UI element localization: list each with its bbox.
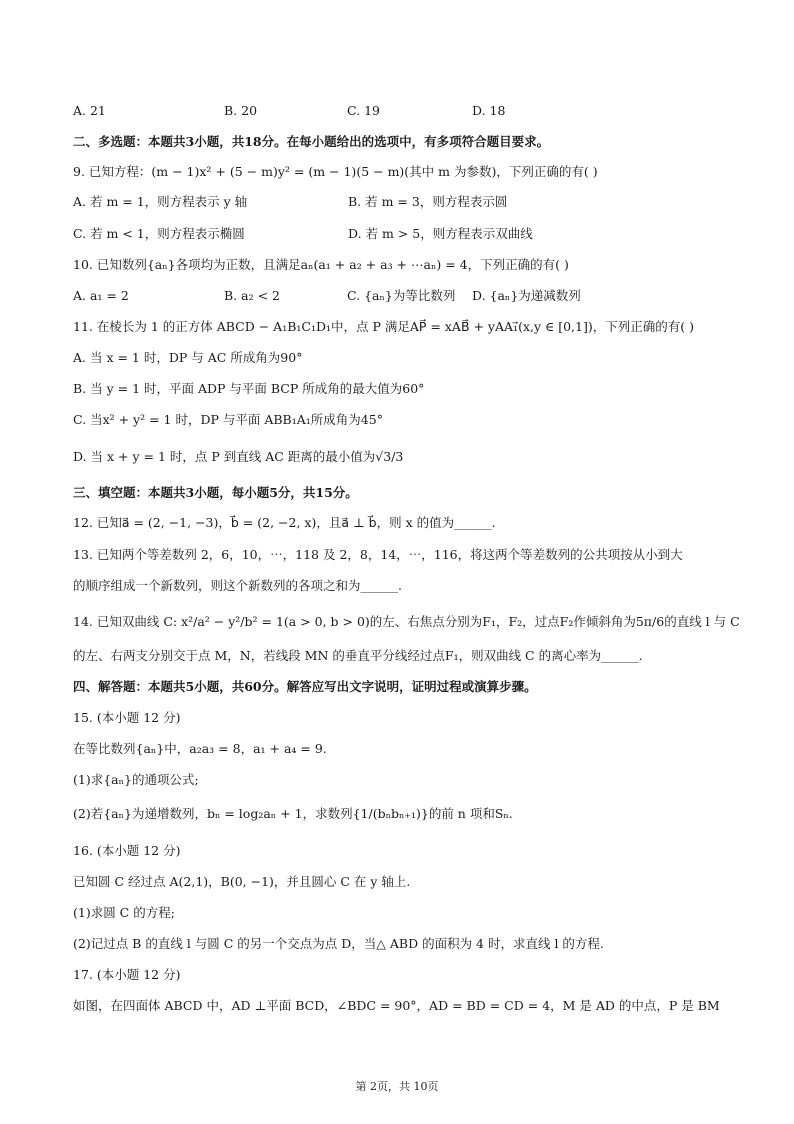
q17-line-1: 如图，在四面体 ABCD 中，AD ⊥平面 BCD，∠BDC = 90°，AD = BD = CD = 4，M 是 AD 的中点，P 是 BM <box>73 998 720 1013</box>
section-answer-heading: 四、解答题：本题共5小题，共60分。解答应写出文字说明，证明过程或演算步骤。 <box>73 679 537 694</box>
q8-option-c: C. 19 <box>347 103 380 118</box>
q10-option-a: A. a₁ = 2 <box>73 288 129 303</box>
q16-heading: 16. (本小题 12 分) <box>73 843 181 858</box>
q8-option-a: A. 21 <box>73 103 106 118</box>
q16-line-2: (1)求圆 C 的方程; <box>73 905 175 920</box>
q15-line-3: (2)若{aₙ}为递增数列，bₙ = log₂aₙ + 1，求数列{1/(bₙbₙ₊₁)}的前 n 项和Sₙ. <box>73 806 513 821</box>
q13-line-1: 13. 已知两个等差数列 2，6，10，⋯，118 及 2，8，14，⋯，116，将这两个等差数列的公共项按从小到大 <box>73 547 683 562</box>
q15-heading: 15. (本小题 12 分) <box>73 710 181 725</box>
q16-line-3: (2)记过点 B 的直线 l 与圆 C 的另一个交点为点 D，当△ ABD 的面积为 4 时，求直线 l 的方程. <box>73 936 604 951</box>
section-fill-blank-heading: 三、填空题：本题共3小题，每小题5分，共15分。 <box>73 485 358 500</box>
q8-option-b: B. 20 <box>224 103 258 118</box>
q13-line-2: 的顺序组成一个新数列，则这个新数列的各项之和为______. <box>73 578 402 593</box>
q15-line-1: 在等比数列{aₙ}中，a₂a₃ = 8，a₁ + a₄ = 9. <box>73 741 327 756</box>
q9-option-c: C. 若 m < 1，则方程表示椭圆 <box>73 226 245 241</box>
q11-option-b: B. 当 y = 1 时，平面 ADP 与平面 BCP 所成角的最大值为60° <box>73 381 425 396</box>
q16-line-1: 已知圆 C 经过点 A(2,1)，B(0, −1)，并且圆心 C 在 y 轴上. <box>73 874 411 889</box>
q10-stem: 10. 已知数列{aₙ}各项均为正数，且满足aₙ(a₁ + a₂ + a₃ + ⋯aₙ) = 4，下列正确的有( ) <box>73 257 569 272</box>
q10-option-b: B. a₂ < 2 <box>224 288 280 303</box>
q11-option-c: C. 当x² + y² = 1 时，DP 与平面 ABB₁A₁所成角为45° <box>73 412 383 427</box>
q15-line-2: (1)求{aₙ}的通项公式; <box>73 772 199 787</box>
section-multi-choice-heading: 二、多选题：本题共3小题，共18分。在每小题给出的选项中，有多项符合题目要求。 <box>73 134 550 149</box>
q10-option-d: D. {aₙ}为递减数列 <box>472 288 581 303</box>
q9-option-a: A. 若 m = 1，则方程表示 y 轴 <box>73 194 248 209</box>
q17-heading: 17. (本小题 12 分) <box>73 967 181 982</box>
q11-stem: 11. 在棱长为 1 的正方体 ABCD − A₁B₁C₁D₁中，点 P 满足AP⃗ = xAB⃗ + yAA₁⃗(x,y ∈ [0,1])，下列正确的有( ) <box>73 319 694 334</box>
q11-option-a: A. 当 x = 1 时，DP 与 AC 所成角为90° <box>73 350 303 365</box>
q9-option-b: B. 若 m = 3，则方程表示圆 <box>348 194 508 209</box>
q11-option-d: D. 当 x + y = 1 时，点 P 到直线 AC 距离的最小值为√3/3 <box>73 449 404 464</box>
page-footer: 第 2页，共 10页 <box>355 1080 439 1093</box>
q9-stem: 9. 已知方程：(m − 1)x² + (5 − m)y² = (m − 1)(5 − m)(其中 m 为参数)，下列正确的有( ) <box>73 164 598 179</box>
q12-text: 12. 已知a⃗ = (2, −1, −3)，b⃗ = (2, −2, x)，且a⃗ ⊥ b⃗，则 x 的值为______. <box>73 515 496 530</box>
q8-option-d: D. 18 <box>472 103 506 118</box>
q10-option-c: C. {aₙ}为等比数列 <box>347 288 456 303</box>
q9-option-d: D. 若 m > 5，则方程表示双曲线 <box>348 226 533 241</box>
q14-line-2: 的左、右两支分别交于点 M，N，若线段 MN 的垂直平分线经过点F₁，则双曲线 C 的离心率为______. <box>73 648 643 663</box>
q14-line-1: 14. 已知双曲线 C: x²/a² − y²/b² = 1(a > 0, b > 0)的左、右焦点分别为F₁，F₂，过点F₂作倾斜角为5π/6的直线 l 与 C <box>73 614 740 629</box>
